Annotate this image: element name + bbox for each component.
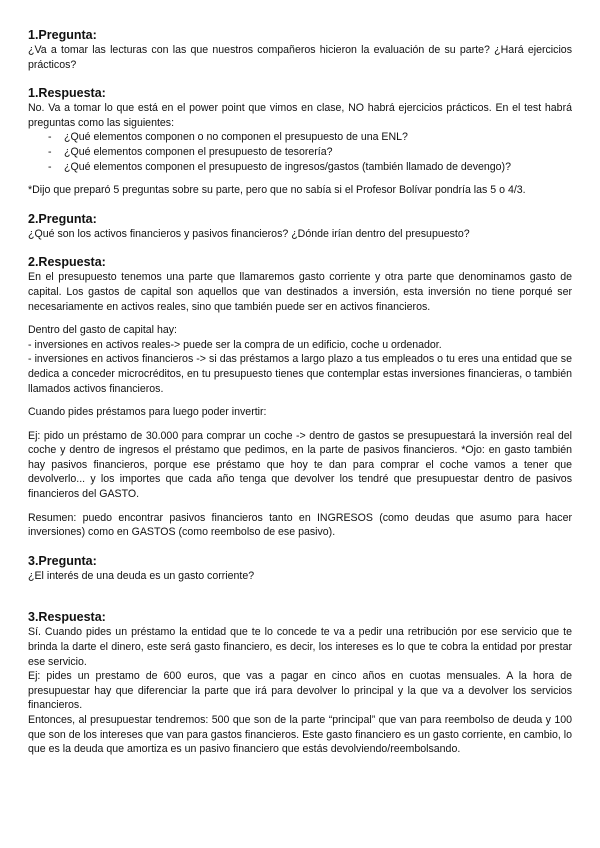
q2-paragraph-4: Ej: pido un préstamo de 30.000 para comprar un coche -> dentro de gastos se presupuestará la inversión real del coche y dentro de ingresos el préstamo que pedimos, en la parte de pasivos financieros. *Ojo: en gasto también hay pasivos financieros, porque ese préstamo que hoy te dan para comprar el coche vamos a tener que devolverlo... y los importes que cada año tenga que devolver los tendré que presupuestar dentro de pasivos financieros del GASTO. (28, 429, 572, 501)
q1-respuesta-title: 1.Respuesta: (28, 86, 106, 101)
q1-note: *Dijo que preparó 5 preguntas sobre su parte, pero que no sabía si el Profesor Bolívar pondría las 5 o 4/3. (28, 184, 526, 197)
q3-paragraph-1: Sí. Cuando pides un préstamo la entidad que te lo concede te va a pedir una retribución por ese servicio que te brinda la darte el dinero, este será gasto financiero, es decir, los intereses es lo que te cobra la entidad por prestar ese servicio. (28, 626, 572, 668)
q1-pregunta-text: ¿Va a tomar las lecturas con las que nuestros compañeros hicieron la evaluación de su parte? ¿Hará ejercicios prácticos? (28, 44, 572, 71)
q2-paragraph-2-a: - inversiones en activos reales-> puede ser la compra de un edificio, coche u ordenador. (28, 338, 442, 351)
q1-respuesta-text: No. Va a tomar lo que está en el power point que vimos en clase, NO habrá ejercicios prácticos. En el test habrá preguntas como las siguientes: (28, 102, 572, 129)
q2-respuesta-title: 2.Respuesta: (28, 255, 106, 270)
q2-pregunta-title: 2.Pregunta: (28, 211, 97, 226)
q3-paragraph-2: Ej: pides un prestamo de 600 euros, que vas a pagar en cinco años en cuotas mensuales. A la hora de presupuestar hay que diferenciar la parte que irá para devolver lo principal y la que va a devolver los servicios financieros. (28, 670, 572, 712)
q3-paragraph-3: Entonces, al presupuestar tendremos: 500 que son de la parte “principal” que van para reembolso de deuda y 100 que son de los intereses que van para gastos financieros. Este gasto financiero es un gasto corriente, en cambio, lo que es la deuda que amortiza es un pasivo financiero que estás devolviendo/reembolsando. (28, 714, 572, 756)
list-item: - ¿Qué elementos componen el presupuesto de ingresos/gastos (también llamado de devengo)? (48, 160, 572, 175)
q3-pregunta-title: 3.Pregunta: (28, 553, 97, 568)
q2-paragraph-2-intro: Dentro del gasto de capital hay: (28, 324, 177, 337)
q2-paragraph-5: Resumen: puedo encontrar pasivos financieros tanto en INGRESOS (como deudas que asumo para hacer inversiones) como en GASTOS (como reembolso de ese pasivo). (28, 511, 572, 539)
q3-respuesta-title: 3.Respuesta: (28, 610, 106, 625)
q1-pregunta-title: 1.Pregunta: (28, 28, 97, 42)
q2-paragraph-1: En el presupuesto tenemos una parte que llamaremos gasto corriente y otra parte que denominamos gasto de capital. Los gastos de capital son aquellos que van destinados a inversión, esta inversión no tiene porqué ser necesariamente en activos reales, sino que también puede ser en activos financieros. (28, 271, 572, 313)
list-item: - ¿Qué elementos componen o no componen el presupuesto de una ENL? (48, 130, 572, 145)
q3-pregunta-text: ¿El interés de una deuda es un gasto corriente? (28, 569, 255, 582)
q2-paragraph-3: Cuando pides préstamos para luego poder invertir: (28, 406, 267, 419)
q2-paragraph-2-b: - inversiones en activos financieros -> si das préstamos a largo plazo a tus empleados o tu eres una entidad que se dedica a conceder microcréditos, en tu presupuesto tienes que contemplar estas inversiones financieras, o también llamados activos financieros. (28, 353, 572, 395)
q2-pregunta-text: ¿Qué son los activos financieros y pasivos financieros? ¿Dónde irían dentro del presupuesto? (28, 227, 470, 240)
list-item: - ¿Qué elementos componen el presupuesto de tesorería? (48, 145, 572, 160)
q1-question-list (28, 130, 572, 174)
